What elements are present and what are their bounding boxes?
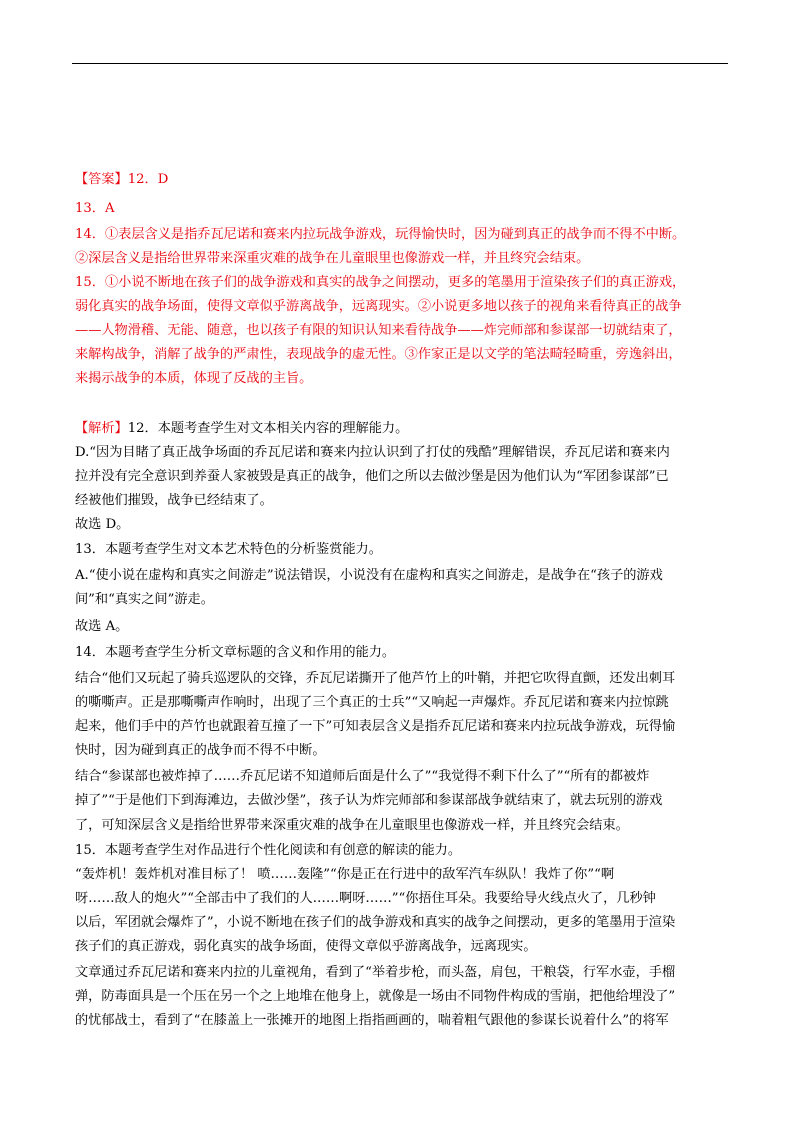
answer-line: 13．A bbox=[75, 201, 115, 216]
answer-line: 弱化真实的战争场面，使得文章似乎游离战争，远离现实。②小说更多地以孩子的视角来看待真正的战争 bbox=[75, 299, 682, 314]
answer-line: 来解构战争，消解了战争的严肃性，表现战争的虚无性。③作家正是以文学的笔法畸轻畸重，旁逸斜出， bbox=[75, 347, 682, 362]
answer-line: 15．①小说不断地在孩子们的战争游戏和真实的战争之间摆动，更多的笔墨用于渲染孩子们的真正游戏， bbox=[75, 275, 686, 290]
analysis-line: 拉并没有完全意识到养蚕人家被毁是真正的战争，他们之所以去做沙堡是因为他们认为“军团参谋部”已 bbox=[75, 469, 669, 484]
analysis-line: 结合“参谋部也被炸掉了……乔瓦尼诺不知道师后面是什么了”“我觉得不剩下什么了”“所有的都被炸 bbox=[75, 769, 650, 784]
analysis-line: 孩子们的真正游戏，弱化真实的战争场面，使得文章似乎游离战争，远离现实。 bbox=[75, 939, 537, 954]
analysis-line: 掉了”“于是他们下到海滩边，去做沙堡”，孩子认为炸完师部和参谋部战争就结束了，就去玩别的游戏 bbox=[75, 793, 663, 808]
analysis-line: 弹，防毒面具是一个压在另一个之上地堆在他身上，就像是一场由不同物件构成的雪崩，把他给埋没了” bbox=[75, 989, 676, 1004]
analysis-line: 起来，他们手中的芦竹也就跟着互撞了一下”可知表层含义是指乔瓦尼诺和赛来内拉玩战争游戏，玩得愉 bbox=[75, 719, 676, 734]
analysis-line: 间”和“真实之间”游走。 bbox=[75, 592, 214, 607]
analysis-text: 12．本题考查学生对文本相关内容的理解能力。 bbox=[127, 421, 409, 436]
answer-line: 14．①表层含义是指乔瓦尼诺和赛来内拉玩战争游戏，玩得愉快时，因为碰到真正的战争而不得不中断。 bbox=[75, 227, 686, 242]
answer-line: 【答案】12．D bbox=[75, 172, 169, 187]
answer-line: 来揭示战争的本质，体现了反战的主旨。 bbox=[75, 371, 313, 386]
analysis-line: “轰炸机！轰炸机对准目标了！ 喷……轰隆”“你是正在行进中的敌军汽车纵队！我炸了你”“啊 bbox=[75, 867, 615, 882]
analysis-line: 了，可知深层含义是指给世界带来深重灾难的战争在儿童眼里也像游戏一样，并且终究会结束。 bbox=[75, 818, 629, 833]
answer-line: ——人物滑稽、无能、随意，也以孩子有限的知识认知来看待战争——炸完师部和参谋部一切就结束了， bbox=[75, 323, 682, 338]
header-rule bbox=[72, 63, 728, 64]
analysis-line: A.“使小说在虚构和真实之间游走”说法错误，小说没有在虚构和真实之间游走，是战争在“孩子的游戏 bbox=[75, 568, 663, 583]
analysis-line: 故选 D。 bbox=[75, 517, 130, 532]
analysis-line: 13．本题考查学生对文本艺术特色的分析鉴赏能力。 bbox=[75, 542, 382, 557]
analysis-line: 结合“他们又玩起了骑兵巡逻队的交锋，乔瓦尼诺撕开了他芦竹上的叶鞘，并把它吹得直颤，还发出刺耳 bbox=[75, 671, 676, 686]
analysis-line: 文章通过乔瓦尼诺和赛来内拉的儿童视角，看到了“举着步枪，而头盔，肩包，干粮袋，行军水壶，手榴 bbox=[75, 965, 676, 980]
analysis-line: 的嘶嘶声。正是那嘶嘶声作响时，出现了三个真正的士兵”“又响起一声爆炸。乔瓦尼诺和赛来内拉惊跳 bbox=[75, 695, 669, 710]
analysis-line bbox=[75, 418, 408, 440]
answer-line: ②深层含义是指给世界带来深重灾难的战争在儿童眼里也像游戏一样，并且终究会结束。 bbox=[75, 251, 590, 266]
analysis-line: 14．本题考查学生分析文章标题的含义和作用的能力。 bbox=[75, 645, 396, 660]
analysis-line: D.“因为目睹了真正战争场面的乔瓦尼诺和赛来内拉认识到了打仗的残酷”理解错误，乔瓦尼诺和赛来内 bbox=[75, 445, 670, 460]
analysis-line: 的忧郁战士，看到了“在膝盖上一张摊开的地图上指指画画的，喘着粗气跟他的参谋长说着什么”的将军 bbox=[75, 1013, 669, 1028]
analysis-line: 快时，因为碰到真正的战争而不得不中断。 bbox=[75, 743, 326, 758]
analysis-line: 以后，军团就会爆炸了”，小说不断地在孩子们的战争游戏和真实的战争之间摆动，更多的笔墨用于渲染 bbox=[75, 915, 676, 930]
analysis-line: 经被他们摧毁，战争已经结束了。 bbox=[75, 493, 273, 508]
analysis-line: 呀……敌人的炮火”“全部击中了我们的人……啊呀……”“你捂住耳朵。我要给导火线点火了，几秒钟 bbox=[75, 891, 656, 906]
analysis-label: 【解析】 bbox=[75, 421, 128, 436]
analysis-line: 故选 A。 bbox=[75, 619, 129, 634]
analysis-line: 15．本题考查学生对作品进行个性化阅读和有创意的解读的能力。 bbox=[75, 843, 462, 858]
